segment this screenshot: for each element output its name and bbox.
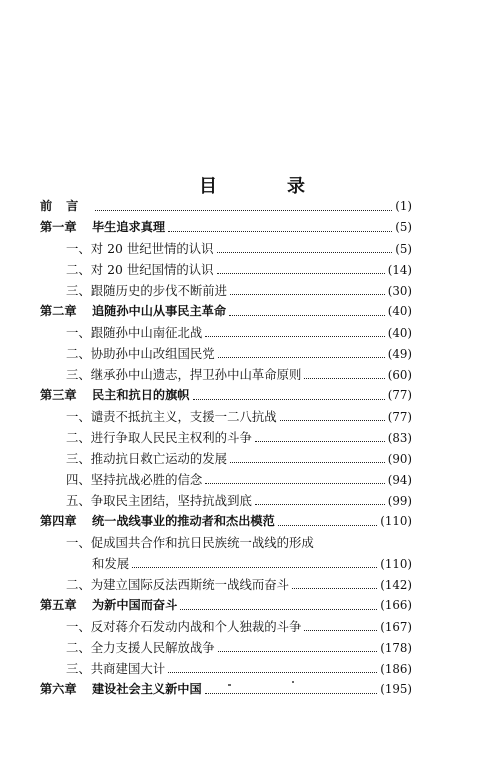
page-number: (110) — [380, 514, 412, 528]
dot-leader — [230, 452, 385, 463]
toc-section-entry[interactable] — [40, 427, 412, 448]
page-number: (110) — [380, 557, 412, 571]
toc-section-entry[interactable] — [40, 637, 412, 658]
toc-chapter-entry[interactable] — [40, 217, 412, 238]
entry-title: 一、跟随孙中山南征北战 — [66, 325, 203, 340]
dot-leader — [168, 662, 377, 673]
entry-title: 五、争取民主团结，坚持抗战到底 — [66, 493, 252, 508]
toc-chapter-entry[interactable] — [40, 679, 412, 700]
page-number: (186) — [380, 662, 412, 676]
page-number: (14) — [387, 263, 412, 277]
dot-leader — [255, 431, 385, 442]
dot-leader — [280, 410, 385, 421]
dot-leader — [132, 557, 377, 568]
entry-title: 追随孙中山从事民主革命 — [92, 304, 227, 318]
entry-title: 一、促成国共合作和抗日民族统一战线的形成 — [66, 535, 314, 550]
entry-title: 毕生追求真理 — [92, 220, 166, 234]
toc-chapter-entry[interactable] — [40, 301, 412, 322]
entry-title: 二、为建立国际反法西斯统一战线而奋斗 — [66, 577, 290, 592]
toc-section-entry[interactable] — [40, 238, 412, 259]
page-number: (40) — [387, 326, 412, 340]
chapter-number: 第二章 — [40, 304, 77, 318]
toc-section-entry[interactable] — [40, 259, 412, 280]
toc-section-entry[interactable] — [40, 448, 412, 469]
chapter-number: 前言 — [40, 199, 93, 213]
entry-title: 二、全力支援人民解放战争 — [66, 640, 215, 655]
toc-section-entry[interactable] — [40, 532, 412, 553]
entry-title: 统一战线事业的推动者和杰出模范 — [92, 514, 275, 528]
page-number: (5) — [395, 242, 412, 256]
page-number: (166) — [380, 598, 412, 612]
toc-section-entry[interactable] — [40, 658, 412, 679]
chapter-number: 第一章 — [40, 220, 77, 234]
dot-leader — [218, 347, 385, 358]
entry-title: 三、共商建国大计 — [66, 661, 166, 676]
toc-section-entry[interactable] — [40, 364, 412, 385]
scan-speck — [292, 681, 294, 683]
entry-title: 一、反对蒋介石发动内战和个人独裁的斗争 — [66, 619, 302, 634]
page-number: (195) — [380, 682, 412, 696]
entry-title: 和发展 — [92, 556, 130, 571]
chapter-number: 第五章 — [40, 598, 77, 612]
dot-leader — [217, 242, 393, 253]
page-number: (40) — [387, 304, 412, 318]
dot-leader — [292, 578, 377, 589]
toc-section-entry[interactable] — [40, 616, 412, 637]
page-number: (142) — [380, 578, 412, 592]
entry-title: 为新中国而奋斗 — [92, 598, 178, 612]
toc-section-entry[interactable] — [40, 469, 412, 490]
entry-title: 一、对 20 世纪世情的认识 — [66, 241, 214, 256]
toc-section-entry[interactable] — [40, 280, 412, 301]
page-number: (167) — [380, 620, 412, 634]
toc-section-entry[interactable] — [40, 406, 412, 427]
page-number: (178) — [380, 641, 412, 655]
dot-leader — [205, 473, 384, 484]
entry-title: 建设社会主义新中国 — [92, 682, 202, 696]
toc-section-entry[interactable] — [40, 490, 412, 511]
page-number: (30) — [387, 284, 412, 298]
dot-leader — [168, 221, 392, 232]
dot-leader — [95, 200, 392, 211]
dot-leader — [193, 389, 385, 400]
entry-title: 三、推动抗日救亡运动的发展 — [66, 451, 228, 466]
dot-leader — [205, 326, 384, 337]
entry-title: 一、谴责不抵抗主义，支援一二八抗战 — [66, 409, 277, 424]
page-number: (90) — [387, 452, 412, 466]
entry-title: 二、进行争取人民民主权利的斗争 — [66, 430, 252, 445]
dot-leader — [304, 620, 377, 631]
page-number: (77) — [387, 410, 412, 424]
page-number: (1) — [395, 199, 412, 213]
entry-title: 二、对 20 世纪国情的认识 — [66, 262, 214, 277]
chapter-number: 第四章 — [40, 514, 77, 528]
entry-title: 二、协助孙中山改组国民党 — [66, 346, 215, 361]
toc-section-entry[interactable] — [40, 553, 412, 574]
entry-title: 三、继承孙中山遗志，捍卫孙中山革命原则 — [66, 367, 302, 382]
entry-title: 民主和抗日的旗帜 — [92, 388, 190, 402]
entry-title: 三、跟随历史的步伐不断前进 — [66, 283, 228, 298]
toc-chapter-entry[interactable] — [40, 196, 412, 217]
toc-section-entry[interactable] — [40, 322, 412, 343]
scan-speck — [228, 684, 231, 686]
page-number: (77) — [387, 388, 412, 402]
page-number: (83) — [387, 431, 412, 445]
page-title: 目 录 — [199, 176, 331, 197]
toc-section-entry[interactable] — [40, 574, 412, 595]
dot-leader — [304, 368, 384, 379]
page-number: (94) — [387, 473, 412, 487]
dot-leader — [180, 599, 377, 610]
page-number: (5) — [395, 220, 412, 234]
page-number: (49) — [387, 347, 412, 361]
dot-leader — [218, 641, 378, 652]
toc-chapter-entry[interactable] — [40, 595, 412, 616]
dot-leader — [230, 284, 385, 295]
entry-title: 四、坚持抗战必胜的信念 — [66, 472, 203, 487]
toc-chapter-entry[interactable] — [40, 511, 412, 532]
dot-leader — [217, 263, 385, 274]
chapter-number: 第三章 — [40, 388, 77, 402]
dot-leader — [229, 305, 385, 316]
chapter-number: 第六章 — [40, 682, 77, 696]
page-number: (99) — [387, 494, 412, 508]
dot-leader — [255, 494, 385, 505]
page-number: (60) — [387, 368, 412, 382]
dot-leader — [278, 515, 377, 526]
toc-section-entry[interactable] — [40, 343, 412, 364]
table-of-contents — [40, 196, 412, 700]
toc-chapter-entry[interactable] — [40, 385, 412, 406]
